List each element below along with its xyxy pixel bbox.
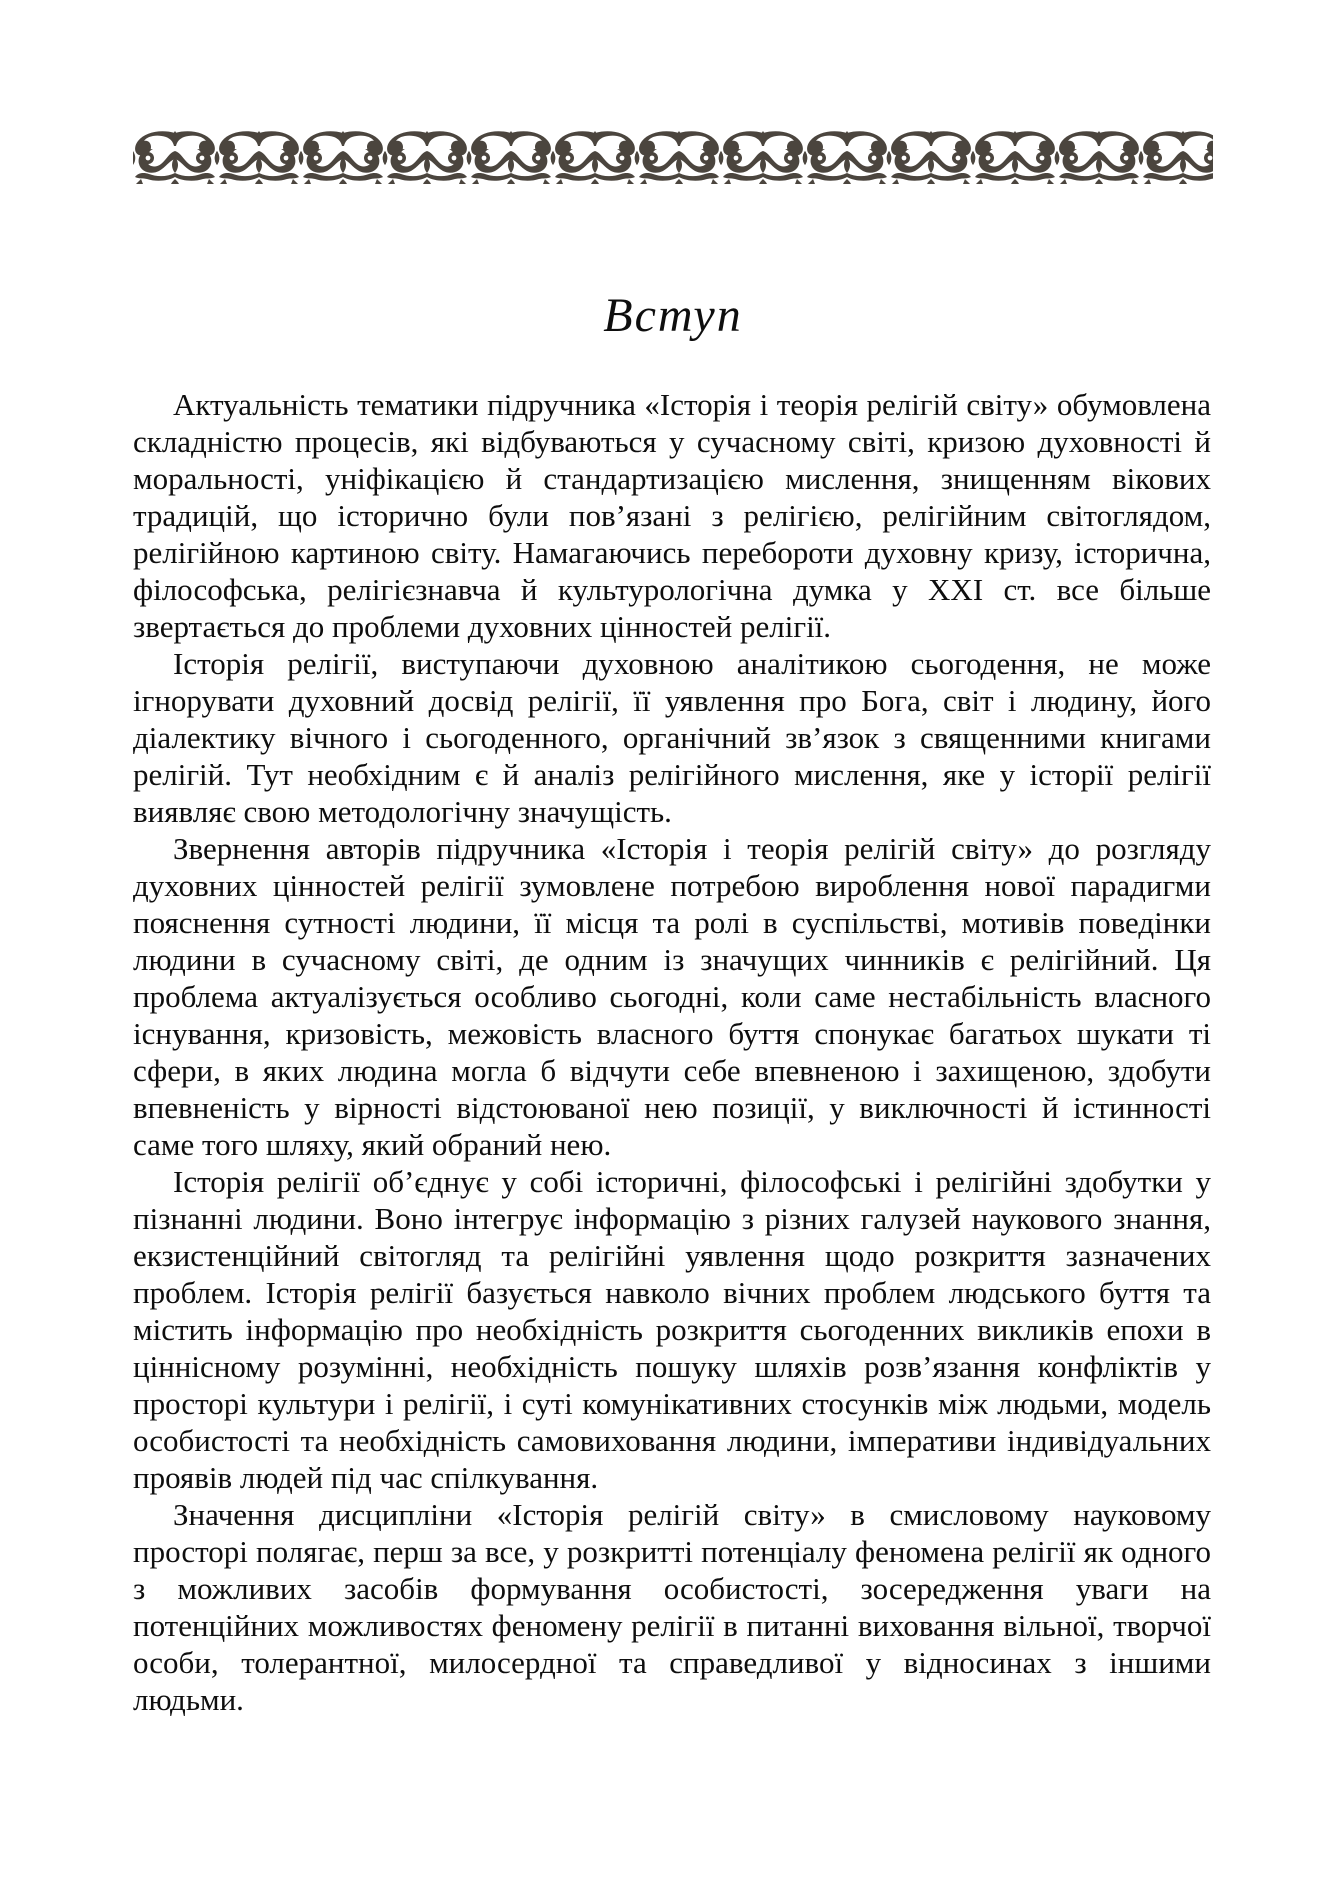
page-title: Вступ [603, 289, 743, 342]
body-text [133, 386, 1211, 1718]
floral-ornament-band-icon [133, 129, 1213, 184]
paragraph-1: Актуальність тематики підручника «Історія і теорія релігій світу» обумовлена складністю процесів, які відбуваються у сучасному світі, кризою духовності й моральності, уніфікацією й стандартизацією мислення, знищенням вікових традицій, що історично були пов’язані з релігією, релігійним світоглядом, релігійною картиною світу. Намагаючись перебороти духовну кризу, історична, філософська, релігієзнавча й культурологічна думка у XXI ст. все більше звертається до проблеми духовних цінностей релігії. [133, 387, 1211, 644]
paragraph-4: Історія релігії об’єднує у собі історичні, філософські і релігійні здобутки у пізнанні людини. Воно інтегрує інформацію з різних галузей наукового знання, екзистенційний світогляд та релігійні уявлення щодо розкриття зазначених проблем. Історія релігії базується навколо вічних проблем людського буття та містить інформацію про необхідність розкриття сьогоденних викликів епохи в ціннісному розумінні, необхідність пошуку шляхів розв’язання конфліктів у просторі культури і релігії, і суті комунікативних стосунків між людьми, модель особистості та необхідність самовиховання людини, імперативи індивідуальних проявів людей під час спілкування. [133, 1164, 1211, 1495]
paragraph-5: Значення дисципліни «Історія релігій світу» в смисловому науковому просторі полягає, перш за все, у розкритті потенціалу феномена релігії як одного з можливих засобів формування особистості, зосередження уваги на потенційних можливостях феномену релігії в питанні виховання вільної, творчої особи, толерантної, милосердної та справедливої у відносинах з іншими людьми. [133, 1497, 1211, 1717]
paragraph-3: Звернення авторів підручника «Історія і теорія релігій світу» до розгляду духовних цінностей релігії зумовлене потребою вироблення нової парадигми пояснення сутності людини, її місця та ролі в суспільстві, мотивів поведінки людини в сучасному світі, де одним із значущих чинників є релігійний. Ця проблема актуалізується особливо сьогодні, коли саме нестабільність власного існування, кризовість, межовість власного буття спонукає багатьох шукати ті сфери, в яких людина могла б відчути себе впевненою і захищеною, здобути впевненість у вірності відстоюваної нею позиції, у виключності й істинності саме того шляху, який обраний нею. [133, 831, 1211, 1162]
paragraph-2: Історія релігії, виступаючи духовною аналітикою сьогодення, не може ігнорувати духовний досвід релігії, її уявлення про Бога, світ і людину, його діалектику вічного і сьогоденного, органічний зв’язок з священними книгами релігій. Тут необхідним є й аналіз релігійного мислення, яке у історії релігії виявляє свою методологічну значущість. [133, 646, 1211, 829]
